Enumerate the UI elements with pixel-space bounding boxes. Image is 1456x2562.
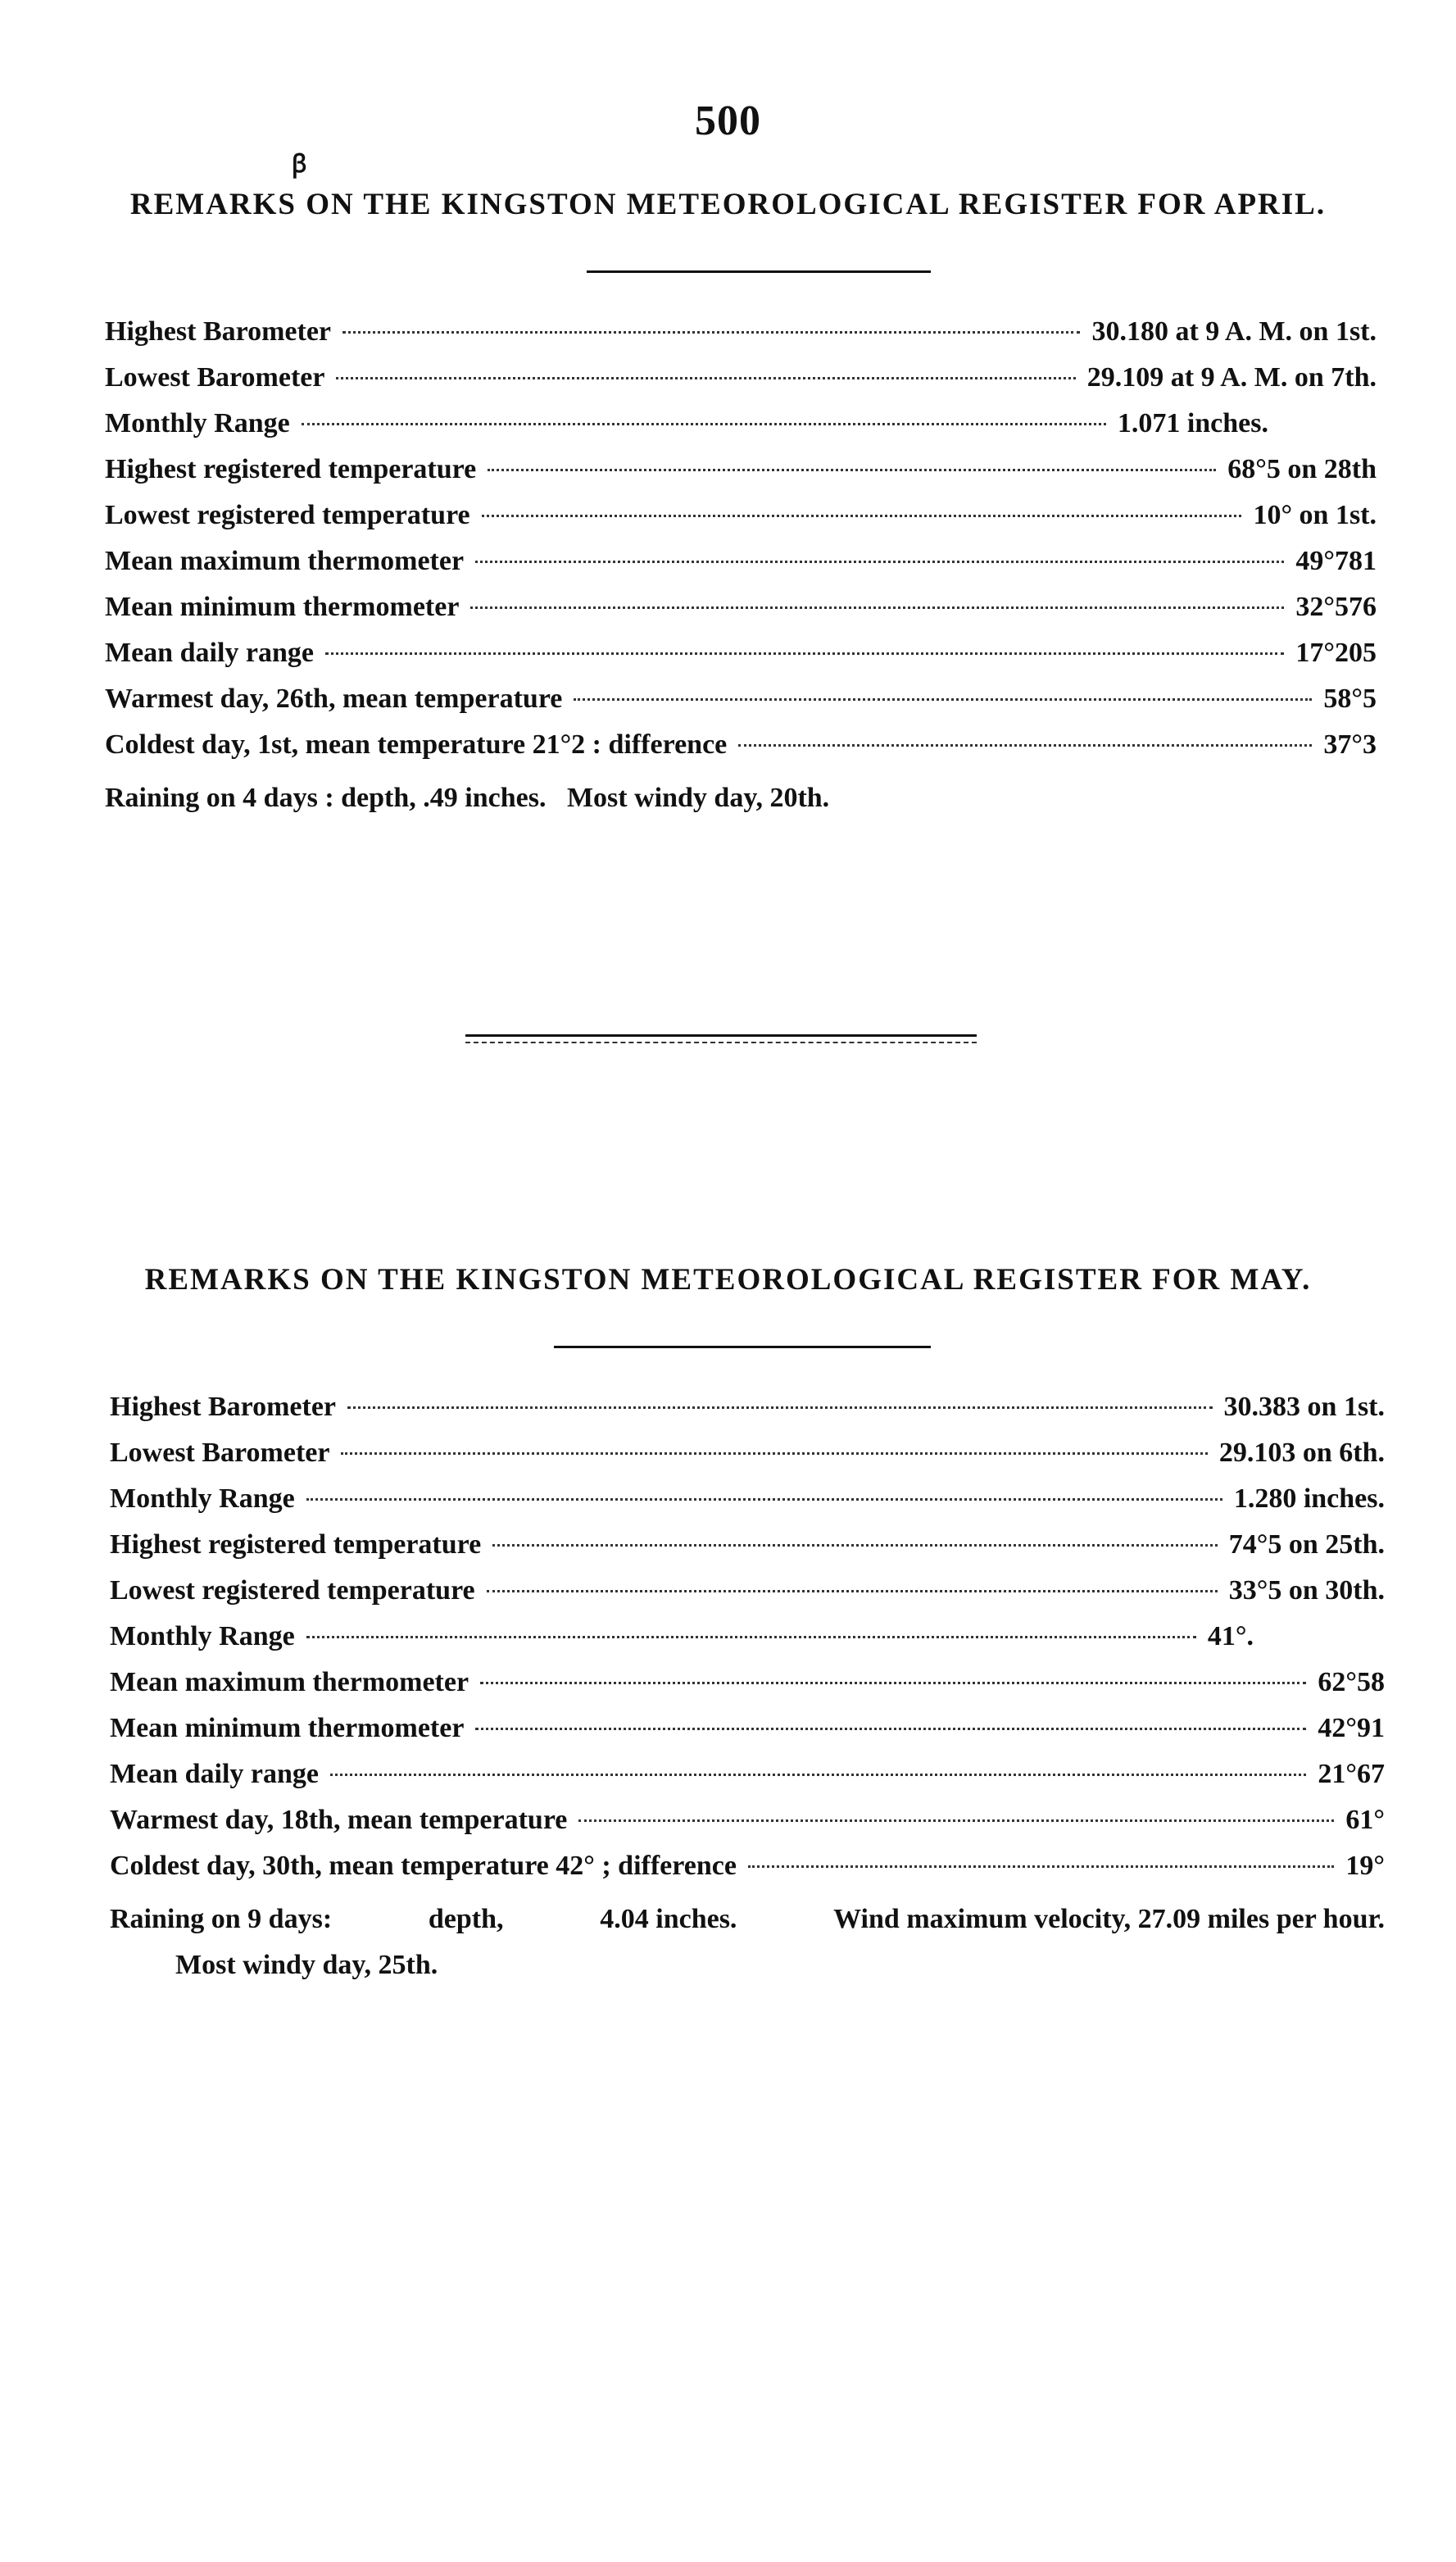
- row-value: 30.180 at 9 A. M. on 1st.: [1091, 316, 1377, 347]
- row-label: Coldest day, 30th, mean temperature 42° ; difference: [110, 1851, 737, 1881]
- may-row: [110, 1759, 1385, 1805]
- may-row: [110, 1529, 1385, 1575]
- may-windy-note: Most windy day, 25th.: [175, 1950, 438, 1980]
- row-value: 58°5: [1323, 684, 1377, 714]
- dot-leader: [475, 1728, 1306, 1730]
- row-label: Coldest day, 1st, mean temperature 21°2 : difference: [105, 729, 728, 760]
- row-value: 74°5 on 25th.: [1228, 1529, 1385, 1560]
- dot-leader: [342, 331, 1080, 334]
- row-value: 61°: [1345, 1805, 1385, 1835]
- row-value: 29.109 at 9 A. M. on 7th.: [1086, 362, 1377, 393]
- dot-leader: [302, 423, 1106, 425]
- row-value: 29.103 on 6th.: [1218, 1438, 1385, 1468]
- row-value: 30.383 on 1st.: [1223, 1392, 1385, 1422]
- april-row: [105, 408, 1377, 454]
- row-value: 49°781: [1295, 546, 1377, 576]
- dot-leader: [306, 1498, 1222, 1501]
- row-label: Lowest Barometer: [105, 362, 325, 393]
- row-value: 1.280 inches.: [1233, 1483, 1385, 1514]
- dot-leader: [325, 652, 1284, 655]
- april-row: [105, 362, 1377, 408]
- april-row: [105, 316, 1377, 362]
- row-label: Mean daily range: [110, 1759, 319, 1789]
- row-label: Mean daily range: [105, 638, 314, 668]
- wind-velocity: Wind maximum velocity, 27.09 miles per hour.: [833, 1904, 1385, 1934]
- row-label: Mean maximum thermometer: [110, 1667, 469, 1697]
- dot-leader: [347, 1406, 1213, 1409]
- row-label: Lowest Barometer: [110, 1438, 330, 1468]
- dot-leader: [574, 698, 1312, 701]
- rain-depth-label: depth,: [428, 1904, 504, 1934]
- row-value: 10° on 1st.: [1253, 500, 1377, 530]
- row-label: Warmest day, 18th, mean temperature: [110, 1805, 568, 1835]
- may-row: [110, 1667, 1385, 1713]
- dot-leader: [748, 1865, 1334, 1868]
- row-label: Mean minimum thermometer: [110, 1713, 465, 1743]
- rain-depth-value: 4.04 inches.: [600, 1904, 737, 1934]
- row-value: 62°58: [1318, 1667, 1385, 1697]
- april-row: [105, 592, 1377, 638]
- may-row: [110, 1713, 1385, 1759]
- rain-days: Raining on 9 days:: [110, 1904, 333, 1934]
- dot-leader: [336, 377, 1075, 379]
- may-entries: [110, 1392, 1385, 1988]
- dot-leader: [306, 1636, 1196, 1638]
- april-row: [105, 684, 1377, 729]
- row-value: 42°91: [1318, 1713, 1385, 1743]
- dot-leader: [488, 469, 1216, 471]
- may-heading: REMARKS ON THE KINGSTON METEOROLOGICAL REGISTER FOR MAY.: [144, 1263, 1312, 1297]
- row-label: Monthly Range: [105, 408, 290, 438]
- may-row: [110, 1575, 1385, 1621]
- april-row: [105, 500, 1377, 546]
- may-row: [110, 1851, 1385, 1897]
- row-label: Warmest day, 26th, mean temperature: [105, 684, 563, 714]
- may-row: [110, 1805, 1385, 1851]
- row-label: Mean minimum thermometer: [105, 592, 460, 622]
- row-label: Highest registered temperature: [105, 454, 477, 484]
- row-label: Monthly Range: [110, 1621, 295, 1651]
- april-heading-rule: [587, 270, 931, 273]
- april-rain-note: Raining on 4 days : depth, .49 inches. Most windy day, 20th.: [105, 783, 830, 813]
- dot-leader: [341, 1452, 1207, 1455]
- may-row: [110, 1483, 1385, 1529]
- row-label: Highest Barometer: [110, 1392, 337, 1422]
- may-row: [110, 1392, 1385, 1438]
- may-row: [110, 1621, 1385, 1667]
- row-value: 19°: [1345, 1851, 1385, 1881]
- row-label: Lowest registered temperature: [105, 500, 470, 530]
- may-heading-rule: [554, 1346, 931, 1348]
- row-label: Monthly Range: [110, 1483, 295, 1514]
- row-value: 41°.: [1207, 1621, 1254, 1651]
- dot-leader: [492, 1544, 1218, 1547]
- dot-leader: [482, 515, 1242, 517]
- row-label: Lowest registered temperature: [110, 1575, 475, 1606]
- may-row: [110, 1438, 1385, 1483]
- row-value: 21°67: [1318, 1759, 1385, 1789]
- may-rain-note: [110, 1897, 1385, 1942]
- section-divider: [465, 1034, 977, 1048]
- april-row: [105, 546, 1377, 592]
- dot-leader: [487, 1590, 1218, 1592]
- row-label: Highest registered temperature: [110, 1529, 482, 1560]
- row-value: 68°5 on 28th: [1227, 454, 1377, 484]
- dot-leader: [738, 744, 1312, 747]
- april-entries: [105, 316, 1377, 821]
- printer-speck: ꞵ: [292, 151, 307, 178]
- april-row: [105, 454, 1377, 500]
- row-label: Mean maximum thermometer: [105, 546, 465, 576]
- april-row: [105, 729, 1377, 775]
- dot-leader: [330, 1774, 1306, 1776]
- row-value: 37°3: [1323, 729, 1377, 760]
- row-value: 1.071 inches.: [1117, 408, 1268, 438]
- dot-leader: [470, 606, 1284, 609]
- april-row: [105, 638, 1377, 684]
- dot-leader: [480, 1682, 1306, 1684]
- page-number: 500: [695, 98, 761, 144]
- april-heading: REMARKS ON THE KINGSTON METEOROLOGICAL REGISTER FOR APRIL.: [129, 188, 1327, 221]
- row-label: Highest Barometer: [105, 316, 332, 347]
- row-value: 17°205: [1295, 638, 1377, 668]
- dot-leader: [475, 561, 1284, 563]
- row-value: 33°5 on 30th.: [1228, 1575, 1385, 1606]
- row-value: 32°576: [1295, 592, 1377, 622]
- dot-leader: [578, 1819, 1334, 1822]
